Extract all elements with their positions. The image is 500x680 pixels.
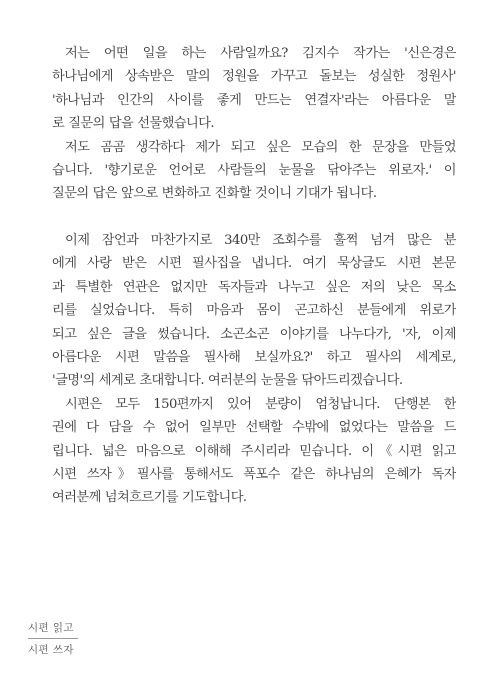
text-line: 권에 다 담을 수 없어 일부만 선택할 수밖에 없었다는 말씀을 드 [52,420,456,436]
text-line: 로 질문의 답을 선물했습니다. [52,116,215,132]
paragraph [52,393,456,510]
paragraph [52,42,456,136]
text-line: 저도 곰곰 생각하다 제가 되고 싶은 모습의 한 문장을 만들었 [65,139,456,155]
text-line: 립니다. 넓은 마음으로 이해해 주시리라 믿습니다. 이《시편 읽고 [52,443,456,459]
text-line: 에게 사랑 받은 시편 필사집을 냅니다. 여기 묵상글도 시편 본문 [52,256,456,272]
text-line: 되고 싶은 글을 썼습니다. 소곤소곤 이야기를 나누다가, '자, 이제 [52,326,456,342]
paragraph [52,136,456,206]
main-section [52,229,456,510]
text-line: '하나님과 인간의 사이를 좋게 만드는 연결자'라는 아름다운 말 [52,92,456,108]
intro-section [52,42,456,206]
text-line: 여러분께 넘쳐흐르기를 기도합니다. [52,490,247,506]
text-line: 하나님에게 상속받은 말의 정원을 가꾸고 돌보는 성실한 정원사' [52,69,456,85]
text-line: 시편 쓰자》필사를 통해서도 폭포수 같은 하나님의 은혜가 독자 [52,466,456,482]
running-footer [28,620,148,658]
text-line: 과 특별한 연관은 없지만 독자들과 나누고 싶은 저의 낮은 목소 [52,279,456,295]
text-line: 질문의 답은 앞으로 변화하고 진화할 것이니 기대가 됩니다. [52,186,377,202]
text-line: 이제 잠언과 마찬가지로 340만 조회수를 훌쩍 넘겨 많은 분 [65,233,456,248]
text-line: '글명'의 세계로 초대합니다. 여러분의 눈물을 닦아드리겠습니다. [52,373,403,389]
footer-title-line-2: 시편 쓰자 [28,644,74,656]
paragraph [52,229,456,393]
footer-divider [28,638,78,639]
text-line: 저는 어떤 일을 하는 사람일까요? 김지수 작가는 '신은경은 [65,46,456,61]
footer-title-line-1: 시편 읽고 [28,622,74,634]
text-line: 아름다운 시편 말씀을 필사해 보실까요?' 하고 필사의 세계로, [52,349,456,365]
text-line: 리를 실었습니다. 특히 마음과 몸이 곤고하신 분들에게 위로가 [52,303,456,319]
text-line: 시편은 모두 150편까지 있어 분량이 엄청납니다. 단행본 한 [65,396,456,412]
text-line: 습니다. '향기로운 언어로 사람들의 눈물을 닦아주는 위로자.' 이 [52,162,456,178]
